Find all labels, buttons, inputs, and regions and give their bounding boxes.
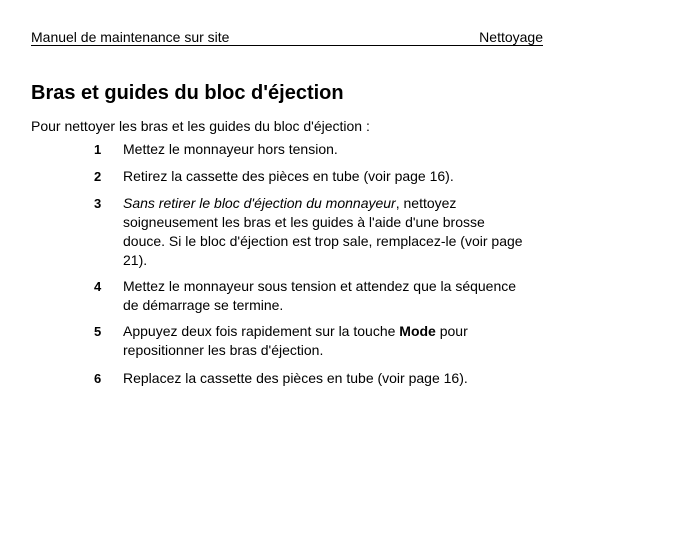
step-number: 3 [94, 196, 102, 211]
section-title: Bras et guides du bloc d'éjection [31, 82, 344, 104]
step [94, 277, 524, 315]
step-number: 4 [94, 279, 102, 294]
header-manual-title: Manuel de maintenance sur site [31, 29, 230, 45]
step [94, 140, 524, 159]
step [94, 322, 524, 360]
step-text: Mettez le monnayeur hors tension. [123, 141, 338, 157]
header-section: Nettoyage [479, 29, 543, 45]
intro-text: Pour nettoyer les bras et les guides du bloc d'éjection : [31, 118, 370, 134]
step-number: 2 [94, 169, 102, 184]
step-text-container [123, 194, 524, 270]
step-number: 1 [94, 142, 102, 157]
step [94, 369, 524, 388]
page-header [31, 30, 543, 46]
step-text-container [123, 322, 524, 360]
step-emphasis: Sans retirer le bloc d'éjection du monnayeur [123, 195, 396, 211]
step-number: 6 [94, 371, 102, 386]
step-text: Retirez la cassette des pièces en tube (voir page 16). [123, 168, 454, 184]
step-text: , nettoyez soigneusement les bras et les guides à l'aide d'une brosse douce. Si le bloc d'éjection est trop sale, remplacez-le (voir page 21). [123, 195, 523, 268]
step-text: Mettez le monnayeur sous tension et attendez que la séquence de démarrage se termine. [123, 278, 517, 313]
step [94, 194, 524, 270]
step-text: Replacez la cassette des pièces en tube (voir page 16). [123, 370, 468, 386]
step-number: 5 [94, 324, 102, 339]
step [94, 167, 524, 186]
step-text: pour repositionner les bras d'éjection. [123, 323, 468, 358]
step-text-pre: Appuyez deux fois rapidement sur la touche [123, 323, 400, 339]
mode-key-label: Mode [399, 323, 436, 339]
